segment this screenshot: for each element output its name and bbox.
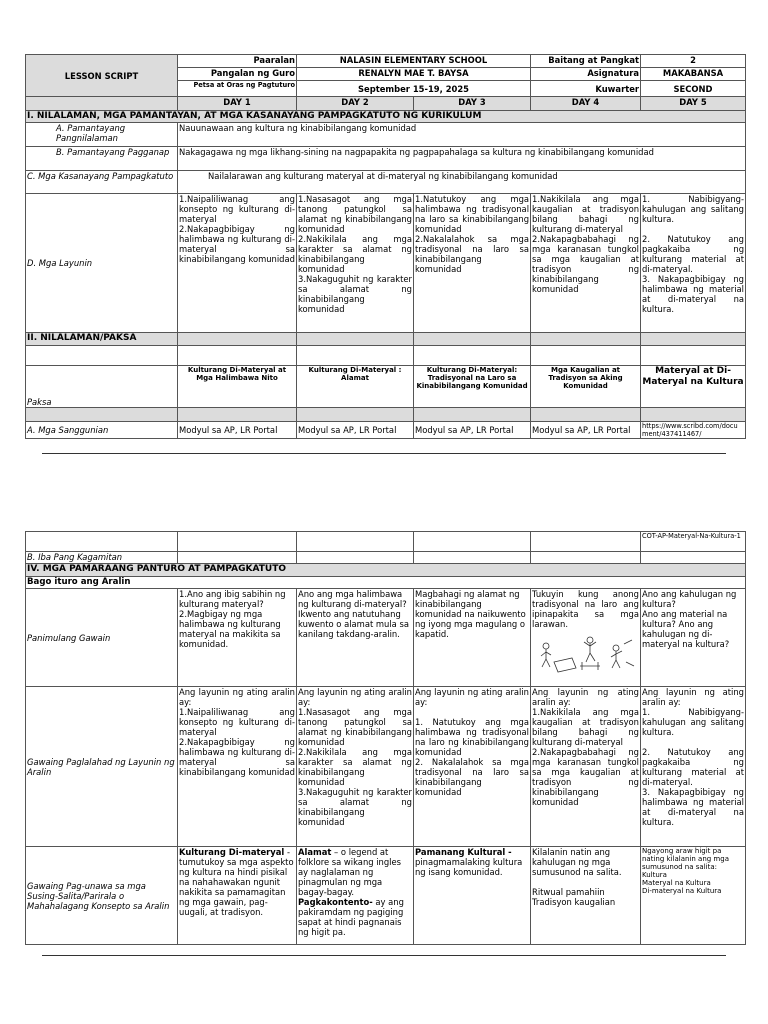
kasanayang-pampagkatuto-label: C. Mga Kasanayang Pampagkatuto [26, 171, 178, 194]
panimula-day5: Ano ang kahulugan ng kultura? Ano ang material na kultura? Ano ang kahulugan ng di-materyal na kultura? [641, 589, 746, 687]
day-header: DAY 4 [531, 97, 641, 111]
blank-cell [531, 346, 641, 366]
section-2-fill [414, 333, 531, 346]
paglalahad-day3-cell [414, 687, 531, 847]
section-1-title: I. NILALAMAN, MGA PAMANTAYAN, AT MGA KASANAYANG PAMPAGKATUTO NG KURIKULUM [26, 111, 746, 123]
blank-cell [414, 552, 531, 564]
sanggunian-day1: Modyul sa AP, LR Portal [178, 422, 297, 439]
asignatura-value: MAKABANSA [641, 68, 746, 81]
pamantayang-pagganap-label: B. Pamantayang Pagganap [26, 147, 178, 171]
gray-spacer [178, 408, 297, 422]
baitang-label: Baitang at Pangkat [531, 55, 641, 68]
day-header: DAY 2 [297, 97, 414, 111]
panimula-day1: 1.Ano ang ibig sabihin ng kulturang materyal? 2.Magbigay ng mga halimbawa ng kulturang materyal na makikita sa komunidad. [178, 589, 297, 687]
lesson-table-page2 [25, 531, 746, 945]
paksa-day2: Kulturang Di-Materyal : Alamat [297, 366, 414, 408]
pag-unawa-day4: Kilalanin natin ang kahulugan ng mga sumusunod na salita. Ritwual pamahiin Tradisyon kaugalian [531, 847, 641, 945]
layunin-label: D. Mga Layunin [26, 194, 178, 333]
paglalahad-day5-cell [641, 687, 746, 847]
baitang-value: 2 [641, 55, 746, 68]
pag-unawa-day2 [297, 847, 414, 945]
asignatura-label: Asignatura [531, 68, 641, 81]
kuwarter-label: Kuwarter [531, 81, 641, 97]
paksa-day4: Mga Kaugalian at Tradisyon sa Aking Komunidad [531, 366, 641, 408]
paglalahad-day4-cell [531, 687, 641, 847]
paglalahad-label: Gawaing Paglalahad ng Layunin ng Aralin [26, 687, 178, 847]
section-2-title: II. NILALAMAN/PAKSA [26, 333, 178, 346]
guro-label: Pangalan ng Guro [178, 68, 297, 81]
sanggunian-day5-link[interactable]: https://www.scribd.com/document/437411467/ [641, 422, 746, 439]
sanggunian-label: A. Mga Sanggunian [26, 422, 178, 439]
blank-cell [178, 552, 297, 564]
term-pagkakontento: Pagkakontento- [298, 897, 373, 907]
layunin-day3: 1.Natutukoy ang mga halimbawa ng tradisyonal na laro sa kinabibilangang komunidad 2.Nakalalahok sa mga tradisyonal na laro sa kinabibilangang komunidad [414, 194, 531, 333]
paglalahad-day2: 1.Nasasagot ang mga tanong patungkol sa alamat ng kinabibilangang komunidad 2.Nakikilala ang mga karakter sa alamat ng kinabibilangang komunidad 3.Nakaguguhit ng karakter sa alamat ng kinabibilangang komunidad [298, 707, 412, 827]
blank-cell [178, 346, 297, 366]
sanggunian-day4: Modyul sa AP, LR Portal [531, 422, 641, 439]
panimulang-gawain-label: Panimulang Gawain [26, 589, 178, 687]
blank-cell [414, 346, 531, 366]
blank-cell [531, 552, 641, 564]
definition: - tumutukoy sa mga aspekto ng kultura na hindi pisikal na nahahawakan ngunit nakikita sa pamamagitan ng mga gawain, pag-uugali, at tradisyon. [179, 847, 294, 917]
blank-cell [297, 346, 414, 366]
page-divider [42, 955, 726, 956]
paglalahad-day3: 1. Natutukoy ang mga halimbawa ng tradisyonal na laro ng kinabibilangang komunidad 2. Nakalalahok sa mga tradisyonal na laro sa kinabibilangang komunidad [415, 717, 529, 797]
panimula-day2: Ano ang mga halimbawa ng kulturang di-materyal? Ikwento ang natutuhang kuwento o alamat mula sa kanilang takdang-aralin. [297, 589, 414, 687]
term-pamanang-kultural: Pamanang Kultural - [415, 847, 512, 857]
blank-cell [531, 532, 641, 552]
layunin-day4: 1.Nakikilala ang mga kaugalian at tradisyon bilang bahagi ng kulturang di-materyal 2.Nakapagbabahagi ng mga karanasan tungkol sa mga kaugalian at tradisyon ng kinabibilangang komunidad [531, 194, 641, 333]
paglalahad-intro: Ang layunin ng ating aralin ay: [415, 687, 529, 707]
section-4-title: IV. MGA PAMARAANG PANTURO AT PAMPAGKATUTO [26, 564, 746, 577]
page-divider [42, 453, 726, 454]
term-alamat: Alamat [298, 847, 332, 857]
paaralan-label: Paaralan [178, 55, 297, 68]
blank-cell [26, 532, 178, 552]
section-2-fill [178, 333, 297, 346]
paksa-day1: Kulturang Di-Materyal at Mga Halimbawa Nito [178, 366, 297, 408]
paglalahad-intro: Ang layunin ng ating aralin ay: [642, 687, 744, 707]
blank-cell [414, 532, 531, 552]
pamantayang-pagganap-value: Nakagagawa ng mga likhang-sining na nagpapakita ng pagpapahalaga sa kultura ng kinabibilangang komunidad [178, 147, 746, 171]
petsa-label: Petsa at Oras ng Pagtuturo [178, 81, 297, 97]
paglalahad-day2-cell [297, 687, 414, 847]
paaralan-value: NALASIN ELEMENTARY SCHOOL [297, 55, 531, 68]
paglalahad-day1-cell [178, 687, 297, 847]
gray-spacer [26, 408, 178, 422]
paglalahad-day4: 1.Nakikilala ang mga kaugalian at tradisyon bilang bahagi ng kulturang di-materyal 2.Nakapagbabahagi ng mga karanasan tungkol sa mga kaugalian at tradisyon ng kinabibilangang komunidad [532, 707, 639, 807]
day-header: DAY 5 [641, 97, 746, 111]
lesson-table-page1 [25, 54, 746, 439]
paglalahad-intro: Ang layunin ng ating aralin ay: [532, 687, 639, 707]
panimula-day4-cell [531, 589, 641, 687]
section-2-fill [297, 333, 414, 346]
panimula-day4: Tukuyin kung anong tradisyonal na laro ang ipinapakita sa mga larawan. [532, 589, 639, 629]
layunin-day1: 1.Naipaliliwanag ang konsepto ng kulturang di-materyal 2.Nakapagbibigay ng halimbawa ng kulturang di-materyal sa kinabibilangang komunidad [178, 194, 297, 333]
day-header: DAY 1 [178, 97, 297, 111]
blank-cell [641, 552, 746, 564]
blank-cell [641, 346, 746, 366]
bago-ituro-label: Bago ituro ang Aralin [26, 577, 746, 589]
gray-spacer [641, 408, 746, 422]
petsa-value: September 15-19, 2025 [297, 81, 531, 97]
definition: – o legend at folklore sa wikang ingles ay naglalaman ng pinagmulan ng mga bagay-bagay. [298, 847, 402, 897]
pamantayang-pangnilalaman-label: A. Pamantayang Pangnilalaman [26, 123, 178, 147]
layunin-day5: 1. Nabibigyang-kahulugan ang salitang kultura. 2. Natutukoy ang pagkakaiba ng kulturang material at di-materyal. 3. Nakapagbibigay ng halimbawa ng material at di-materyal na kultura. [641, 194, 746, 333]
pag-unawa-day5: Ngayong araw higit pa nating kilalanin ang mga sumusunod na salita: Kultura Materyal na Kultura Di-materyal na Kultura [641, 847, 746, 945]
paksa-day5: Materyal at Di-Materyal na Kultura [641, 366, 746, 408]
pag-unawa-label: Gawaing Pag-unawa sa mga Susing-Salita/Parirala o Mahahalagang Konsepto sa Aralin [26, 847, 178, 945]
traditional-games-illustration [532, 632, 636, 674]
guro-value: RENALYN MAE T. BAYSA [297, 68, 531, 81]
blank-cell [178, 532, 297, 552]
layunin-day2: 1.Nasasagot ang mga tanong patungkol sa alamat ng kinabibilangang komunidad 2.Nakikilala ang mga karakter sa alamat ng kinabibilangang komunidad 3.Nakaguguhit ng karakter sa alamat ng kinabibilangang komunidad [297, 194, 414, 333]
lesson-script-title: LESSON SCRIPT [26, 55, 178, 97]
section-2-fill [531, 333, 641, 346]
blank-cell [297, 552, 414, 564]
kasanayang-pampagkatuto-value: Nailalarawan ang kulturang materyal at di-materyal ng kinabibilangang komunidad [178, 171, 746, 194]
paglalahad-intro: Ang layunin ng ating aralin ay: [179, 687, 295, 707]
pamantayang-pangnilalaman-value: Nauunawaan ang kultura ng kinabibilangang komunidad [178, 123, 746, 147]
sanggunian-day3: Modyul sa AP, LR Portal [414, 422, 531, 439]
gray-spacer [414, 408, 531, 422]
paksa-label: Paksa [26, 366, 178, 408]
gray-spacer [531, 408, 641, 422]
gray-spacer [297, 408, 414, 422]
section-2-fill [641, 333, 746, 346]
paglalahad-day5: 1. Nabibigyang-kahulugan ang salitang kultura. 2. Natutukoy ang pagkakaiba ng kulturang material at di-materyal. 3. Nakapagbibigay ng halimbawa ng material at di-materyal na kultura. [642, 707, 744, 827]
term-kulturang-di-materyal: Kulturang Di-materyal [179, 847, 285, 857]
blank-cell [26, 346, 178, 366]
paglalahad-day1: 1.Naipaliliwanag ang konsepto ng kulturang di-materyal 2.Nakapagbibigay ng halimbawa ng kulturang di-materyal sa kinabibilangang komunidad [179, 707, 295, 777]
cont-day5-link[interactable]: COT-AP-Materyal-Na-Kultura-1 [641, 532, 746, 552]
day-header: DAY 3 [414, 97, 531, 111]
paksa-day3: Kulturang Di-Materyal: Tradisyonal na Laro sa Kinabibilangang Komunidad [414, 366, 531, 408]
paglalahad-intro: Ang layunin ng ating aralin ay: [298, 687, 412, 707]
pag-unawa-day1 [178, 847, 297, 945]
blank-cell [297, 532, 414, 552]
definition: pinagmamalaking kultura ng isang komunidad. [415, 857, 523, 877]
kuwarter-value: SECOND [641, 81, 746, 97]
definition: ay ang pakiramdam ng pagiging sapat at hindi pagnanais ng higit pa. [298, 897, 404, 937]
day-header-blank [26, 97, 178, 111]
sanggunian-day2: Modyul sa AP, LR Portal [297, 422, 414, 439]
pag-unawa-day3 [414, 847, 531, 945]
panimula-day3: Magbahagi ng alamat ng kinabibilangang komunidad na naikuwento ng iyong mga magulang o kapatid. [414, 589, 531, 687]
iba-pang-kagamitan-label: B. Iba Pang Kagamitan [26, 552, 178, 564]
